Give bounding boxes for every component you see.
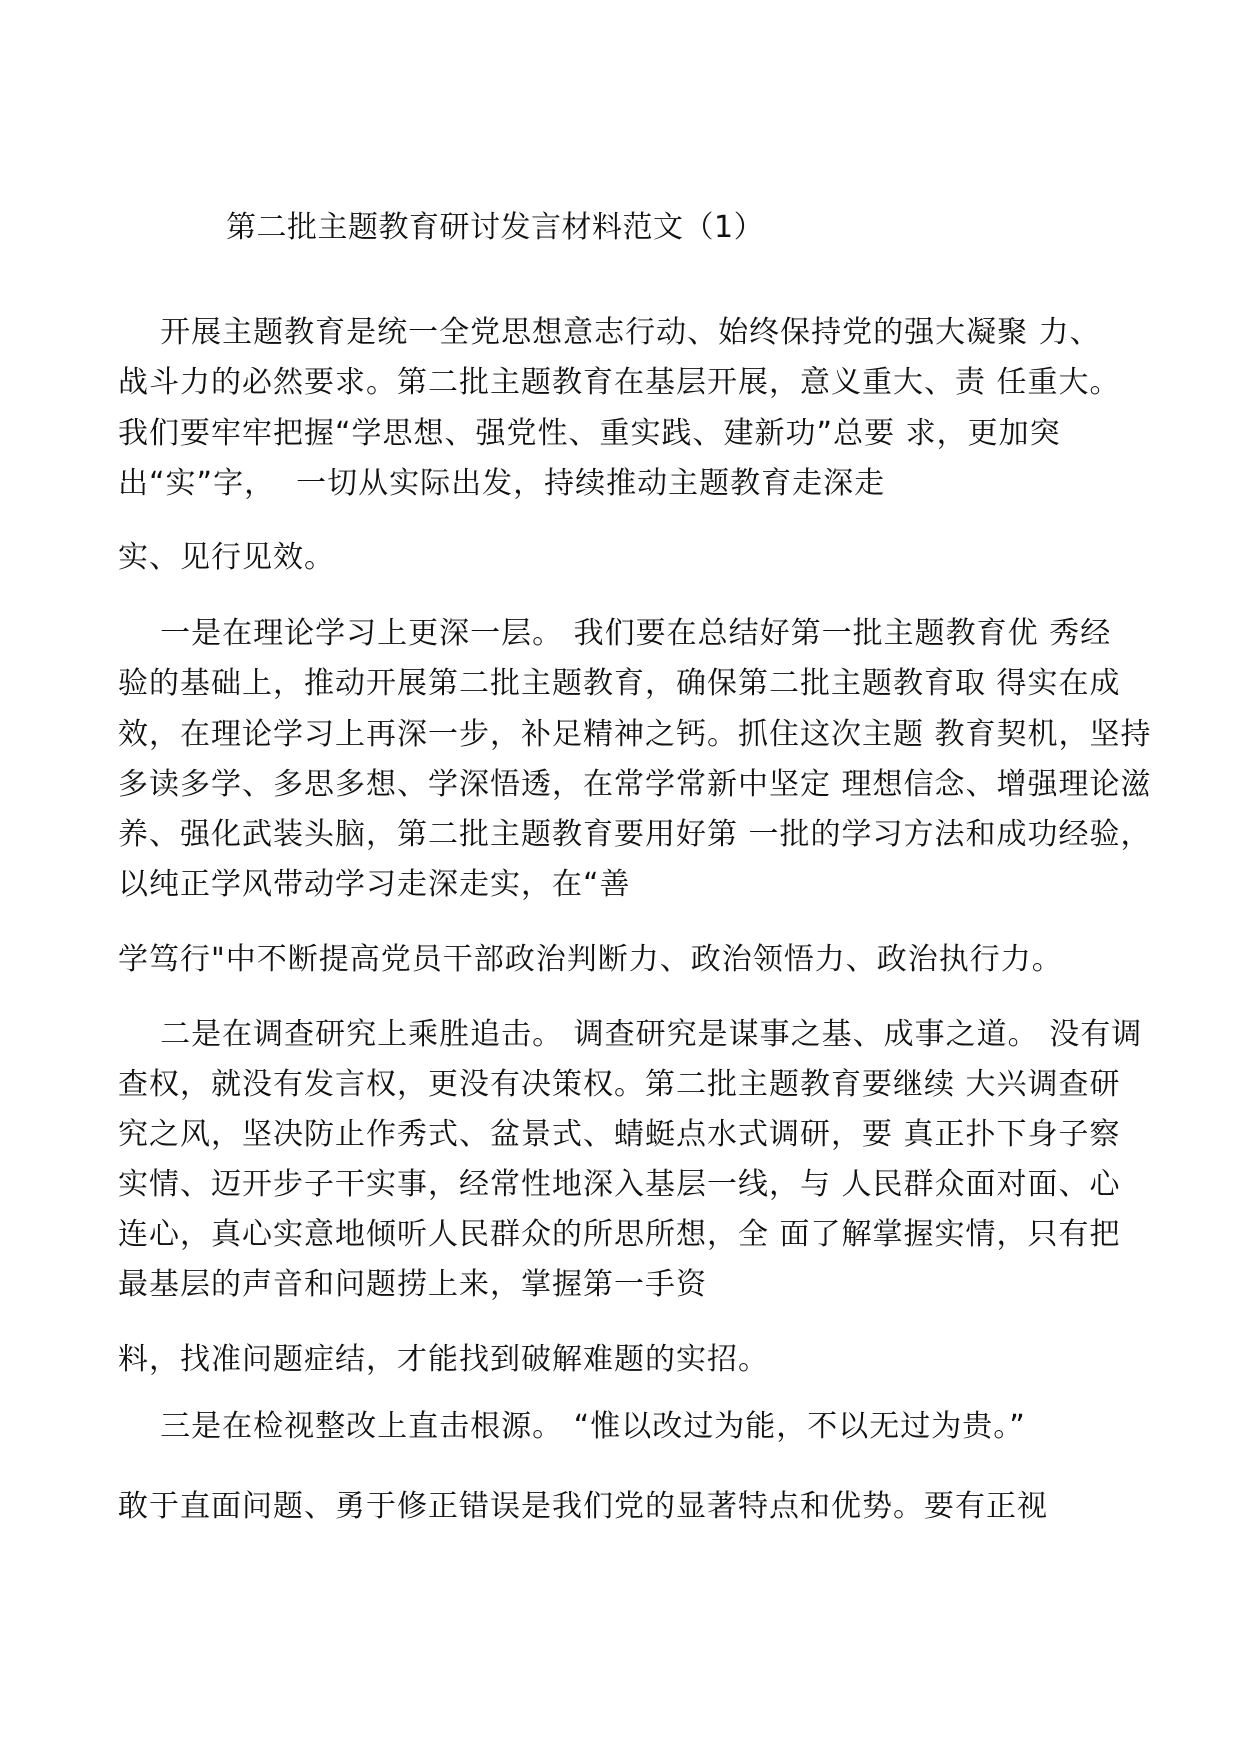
text-line: 出“实”字， 一切从实际出发，持续推动主题教育走深走 [118,466,886,501]
text-line: 开展主题教育是统一全党思想意志行动、始终保持党的强大凝聚 力、 [118,315,1101,350]
text-line: 敢于直面问题、勇于修正错误是我们党的显著特点和优势。要有正视 [118,1489,1048,1524]
text-line: 实、见行见效。 [118,540,335,575]
text-line: 查权，就没有发言权，更没有决策权。第二批主题教育要继续 大兴调查研 [118,1067,1121,1102]
text-line: 学笃行"中不断提高党员干部政治判断力、政治领悟力、政治执行力。 [118,942,1063,977]
document-title: 第二批主题教育研讨发言材料范文（1） [226,210,765,245]
text-line: 多读多学、多思多想、学深悟透，在常学常新中坚定 理想信念、增强理论滋 [118,767,1152,802]
text-line: 三是在检视整改上直击根源。 “惟以改过为能，不以无过为贵。” [118,1409,1026,1444]
text-line: 养、强化武装头脑，第二批主题教育要用好第 一批的学习方法和成功经验， [118,817,1152,852]
text-line: 实情、迈开步子干实事，经常性地深入基层一线，与 人民群众面对面、心 [118,1167,1121,1202]
text-line: 以纯正学风带动学习走深走实，在“善 [118,867,631,902]
text-line: 效，在理论学习上再深一步，补足精神之钙。抓住这次主题 教育契机，坚持 [118,717,1152,752]
text-line: 二是在调查研究上乘胜追击。 调查研究是谋事之基、成事之道。 没有调 [118,1017,1143,1052]
text-line: 一是在理论学习上更深一层。 我们要在总结好第一批主题教育优 秀经 [118,616,1112,651]
text-line: 验的基础上，推动开展第二批主题教育，确保第二批主题教育取 得实在成 [118,666,1121,701]
text-line: 连心，真心实意地倾听人民群众的所思所想，全 面了解掌握实情，只有把 [118,1217,1121,1252]
text-line: 我们要牢牢把握“学思想、强党性、重实践、建新功”总要 求，更加突 [118,416,1061,451]
text-line: 战斗力的必然要求。第二批主题教育在基层开展，意义重大、责 任重大。 [118,365,1121,400]
text-line: 最基层的声音和问题捞上来，掌握第一手资 [118,1267,707,1302]
text-line: 究之风，坚决防止作秀式、盆景式、蜻蜓点水式调研，要 真正扑下身子察 [118,1117,1121,1152]
text-line: 料，找准问题症结，才能找到破解难题的实招。 [118,1342,769,1377]
